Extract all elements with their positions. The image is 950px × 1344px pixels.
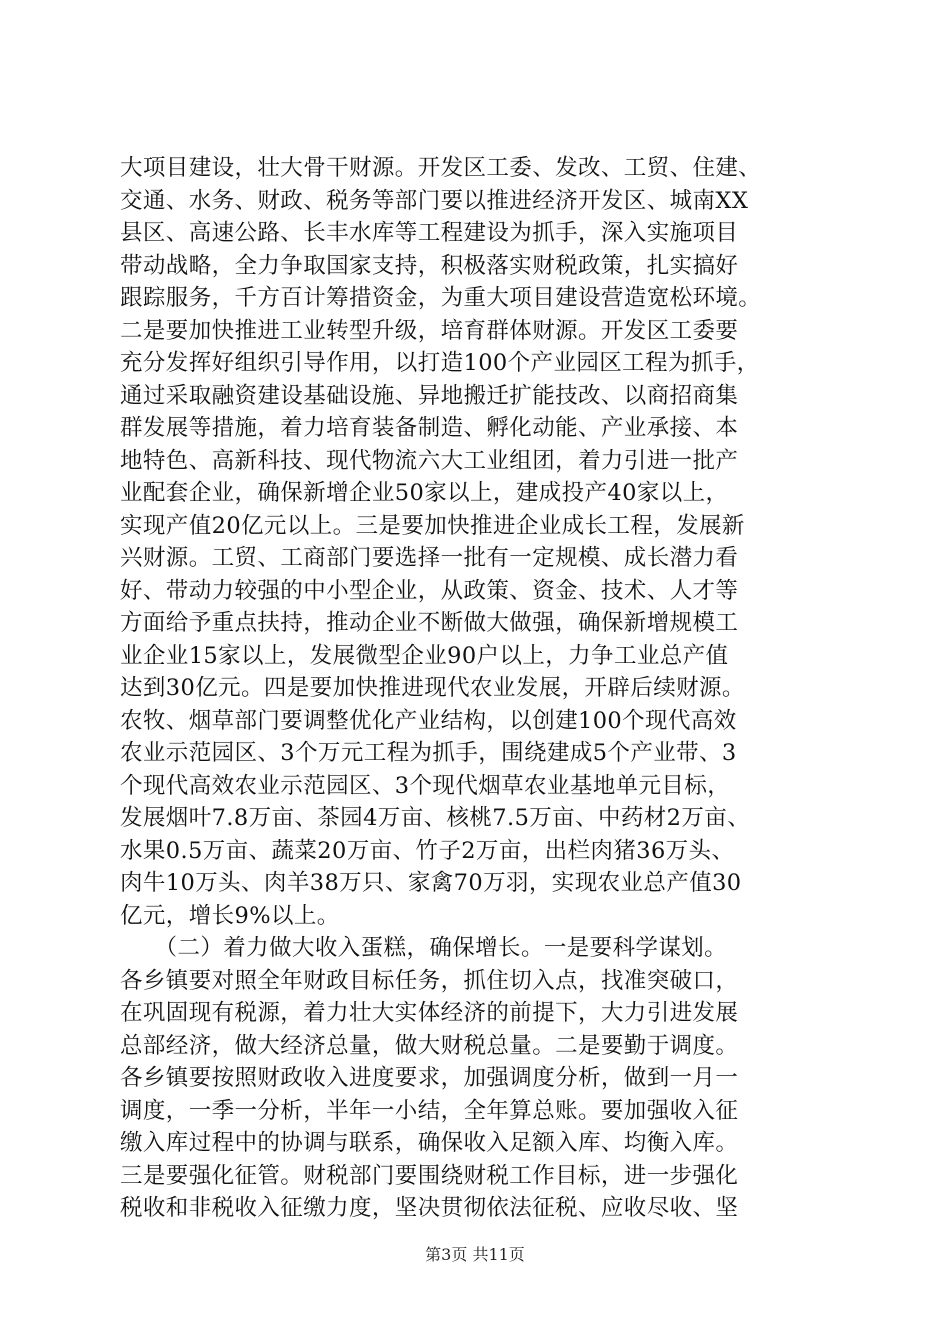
text-line: 实现产值20亿元以上。三是要加快推进企业成长工程，发展新: [120, 512, 745, 539]
text-line: 各乡镇要按照财政收入进度要求，加强调度分析，做到一月一: [120, 1065, 739, 1091]
text-line: 地特色、高新科技、现代物流六大工业组团，着力引进一批产: [120, 447, 739, 474]
text-line: 交通、水务、财政、税务等部门要以推进经济开发区、城南XX: [120, 187, 749, 214]
text-line: 各乡镇要对照全年财政目标任务，抓住切入点，找准突破口，: [120, 967, 739, 994]
text-line: 业企业15家以上，发展微型企业90户以上，力争工业总产值: [120, 642, 729, 669]
text-line: 达到30亿元。四是要加快推进现代农业发展，开辟后续财源。: [120, 675, 745, 701]
text-line: 方面给予重点扶持，推动企业不断做大做强，确保新增规模工: [120, 610, 739, 636]
text-line: 调度，一季一分析，半年一小结，全年算总账。要加强收入征: [120, 1097, 739, 1124]
text-line: 充分发挥好组织引导作用，以打造100个产业园区工程为抓手，: [120, 350, 760, 376]
text-line: （二）着力做大收入蛋糕，确保增长。一是要科学谋划。: [120, 935, 728, 961]
text-line: 税收和非税收入征缴力度，坚决贯彻依法征税、应收尽收、坚: [120, 1195, 739, 1221]
text-line: 缴入库过程中的协调与联系，确保收入足额入库、均衡入库。: [120, 1130, 739, 1156]
text-line: 兴财源。工贸、工商部门要选择一批有一定规模、成长潜力看: [120, 545, 739, 571]
text-line: 农牧、烟草部门要调整优化产业结构，以创建100个现代高效: [120, 707, 737, 734]
text-line: 三是要强化征管。财税部门要围绕财税工作目标，进一步强化: [120, 1162, 739, 1189]
text-line: 总部经济，做大经济总量，做大财税总量。二是要勤于调度。: [120, 1032, 739, 1059]
text-line: 水果0.5万亩、蔬菜20万亩、竹子2万亩，出栏肉猪36万头、: [120, 837, 735, 864]
text-line: 在巩固现有税源，着力壮大实体经济的前提下，大力引进发展: [120, 1000, 739, 1026]
body-text: [120, 152, 850, 1225]
text-line: 群发展等措施，着力培育装备制造、孵化动能、产业承接、本: [120, 415, 739, 441]
text-line: 通过采取融资建设基础设施、异地搬迁扩能技改、以商招商集: [120, 382, 739, 409]
text-line: 跟踪服务，千方百计筹措资金，为重大项目建设营造宽松环境。: [120, 285, 762, 311]
text-line: 亿元，增长9%以上。: [120, 902, 340, 929]
text-line: 业配套企业，确保新增企业50家以上，建成投产40家以上，: [120, 480, 729, 506]
text-line: 好、带动力较强的中小型企业，从政策、资金、技术、人才等: [120, 577, 739, 604]
text-line: 带动战略，全力争取国家支持，积极落实财税政策，扎实搞好: [120, 252, 739, 279]
text-line: 大项目建设，壮大骨干财源。开发区工委、发改、工贸、住建、: [120, 155, 762, 181]
page-number-footer: 第3页 共11页: [425, 1245, 525, 1264]
text-line: 二是要加快推进工业转型升级，培育群体财源。开发区工委要: [120, 317, 739, 344]
text-line: 农业示范园区、3个万元工程为抓手，围绕建成5个产业带、3: [120, 740, 737, 766]
text-line: 个现代高效农业示范园区、3个现代烟草农业基地单元目标，: [120, 772, 731, 799]
text-line: 发展烟叶7.8万亩、茶园4万亩、核桃7.5万亩、中药材2万亩、: [120, 805, 751, 831]
text-line: 县区、高速公路、长丰水库等工程建设为抓手，深入实施项目: [120, 220, 739, 246]
text-line: 肉牛10万头、肉羊38万只、家禽70万羽，实现农业总产值30: [120, 870, 742, 896]
